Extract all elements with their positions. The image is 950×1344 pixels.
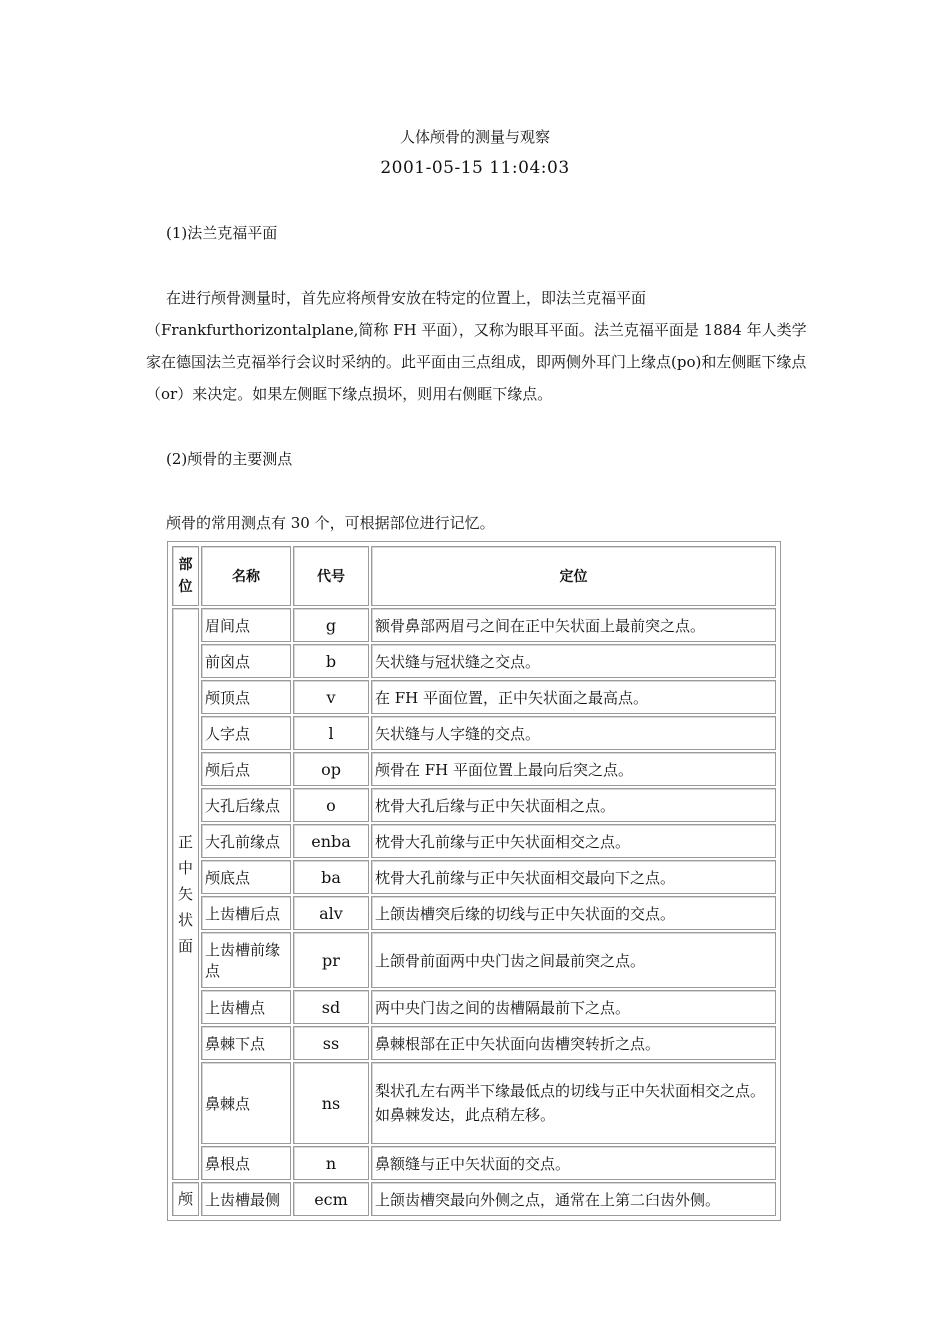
- landmark-code: ecm: [293, 1182, 369, 1216]
- region-cell-midsagittal: 正中矢状面: [172, 608, 199, 1180]
- table-row: [172, 680, 776, 714]
- landmark-location: 矢状缝与人字缝的交点。: [371, 716, 776, 750]
- landmark-name: 鼻根点: [201, 1146, 291, 1180]
- table-row: [172, 824, 776, 858]
- landmark-location: 上颌齿槽突后缘的切线与正中矢状面的交点。: [371, 896, 776, 930]
- landmark-code: sd: [293, 990, 369, 1024]
- landmark-location: [371, 1062, 776, 1144]
- table-row: [172, 788, 776, 822]
- landmark-location-note: 如鼻棘发达，此点稍左移。: [375, 1106, 556, 1124]
- header-code: 代号: [293, 546, 369, 606]
- landmark-location: 鼻额缝与正中矢状面的交点。: [371, 1146, 776, 1180]
- landmark-location: 鼻棘根部在正中矢状面向齿槽突转折之点。: [371, 1026, 776, 1060]
- landmark-location: 颅骨在 FH 平面位置上最向后突之点。: [371, 752, 776, 786]
- landmark-code: ss: [293, 1026, 369, 1060]
- table-header-row: [172, 546, 776, 606]
- paragraph-frankfurt: 在进行颅骨测量时，首先应将颅骨安放在特定的位置上，即法兰克福平面（Frankfurthorizontalplane,简称 FH 平面），又称为眼耳平面。法兰克福平面是 1884 年人类学家在德国法兰克福举行会议时采纳的。此平面由三点组成，即两侧外耳门上缘点(po)和左侧眶下缘点（or）来决定。如果左侧眶下缘点损坏，则用右侧眶下缘点。: [146, 289, 807, 403]
- article-title: 人体颅骨的测量与观察: [399, 128, 550, 146]
- landmark-code: pr: [293, 932, 369, 988]
- table-row: [172, 860, 776, 894]
- landmark-code: g: [293, 608, 369, 642]
- landmark-name: 鼻棘点: [201, 1062, 291, 1144]
- landmark-code: o: [293, 788, 369, 822]
- landmark-location: 两中央门齿之间的齿槽隔最前下之点。: [371, 990, 776, 1024]
- landmark-location: 额骨鼻部两眉弓之间在正中矢状面上最前突之点。: [371, 608, 776, 642]
- header-name: 名称: [201, 546, 291, 606]
- landmark-code: ba: [293, 860, 369, 894]
- header-location: 定位: [371, 546, 776, 606]
- landmark-location: 枕骨大孔前缘与正中矢状面相交最向下之点。: [371, 860, 776, 894]
- landmark-name: 大孔后缘点: [201, 788, 291, 822]
- landmark-code: enba: [293, 824, 369, 858]
- landmark-name: 大孔前缘点: [201, 824, 291, 858]
- landmark-location-text: 梨状孔左右两半下缘最低点的切线与正中矢状面相交之点。: [375, 1082, 766, 1100]
- table-row: [172, 1026, 776, 1060]
- landmark-location: 枕骨大孔前缘与正中矢状面相交之点。: [371, 824, 776, 858]
- table-row: [172, 608, 776, 642]
- landmark-code: alv: [293, 896, 369, 930]
- article-datetime: 2001-05-15 11:04:03: [380, 158, 570, 178]
- header-region: 部位: [172, 546, 199, 606]
- landmark-location: 枕骨大孔后缘与正中矢状面相之点。: [371, 788, 776, 822]
- landmark-name: 颅后点: [201, 752, 291, 786]
- landmark-name: 颅顶点: [201, 680, 291, 714]
- landmark-code: v: [293, 680, 369, 714]
- table-row: [172, 896, 776, 930]
- table-row: [172, 932, 776, 988]
- landmark-name: 上齿槽前缘点: [201, 932, 291, 988]
- table-row: [172, 752, 776, 786]
- landmark-code: n: [293, 1146, 369, 1180]
- section-heading-frankfurt: (1)法兰克福平面: [166, 224, 278, 242]
- landmark-location: 在 FH 平面位置，正中矢状面之最高点。: [371, 680, 776, 714]
- landmark-name: 眉间点: [201, 608, 291, 642]
- table-row: [172, 1146, 776, 1180]
- landmark-code: l: [293, 716, 369, 750]
- landmark-name: 颅底点: [201, 860, 291, 894]
- landmark-name: 前囟点: [201, 644, 291, 678]
- landmarks-table: [167, 541, 781, 1221]
- landmark-name: 上齿槽最侧: [201, 1182, 291, 1216]
- landmark-name: 人字点: [201, 716, 291, 750]
- landmark-name: 上齿槽后点: [201, 896, 291, 930]
- region-cell-cranium: 颅: [172, 1182, 199, 1216]
- landmark-location: 上颌齿槽突最向外侧之点，通常在上第二臼齿外侧。: [371, 1182, 776, 1216]
- table-row: [172, 644, 776, 678]
- landmark-location: 矢状缝与冠状缝之交点。: [371, 644, 776, 678]
- table-row: [172, 1062, 776, 1144]
- landmark-code: op: [293, 752, 369, 786]
- table-row: [172, 990, 776, 1024]
- landmark-location: 上颌骨前面两中央门齿之间最前突之点。: [371, 932, 776, 988]
- landmark-code: ns: [293, 1062, 369, 1144]
- paragraph-landmarks: 颅骨的常用测点有 30 个，可根据部位进行记忆。: [166, 514, 495, 532]
- landmark-name: 上齿槽点: [201, 990, 291, 1024]
- table-row: [172, 716, 776, 750]
- section-heading-landmarks: (2)颅骨的主要测点: [166, 450, 293, 468]
- landmark-code: b: [293, 644, 369, 678]
- landmark-name: 鼻棘下点: [201, 1026, 291, 1060]
- table-row: [172, 1182, 776, 1216]
